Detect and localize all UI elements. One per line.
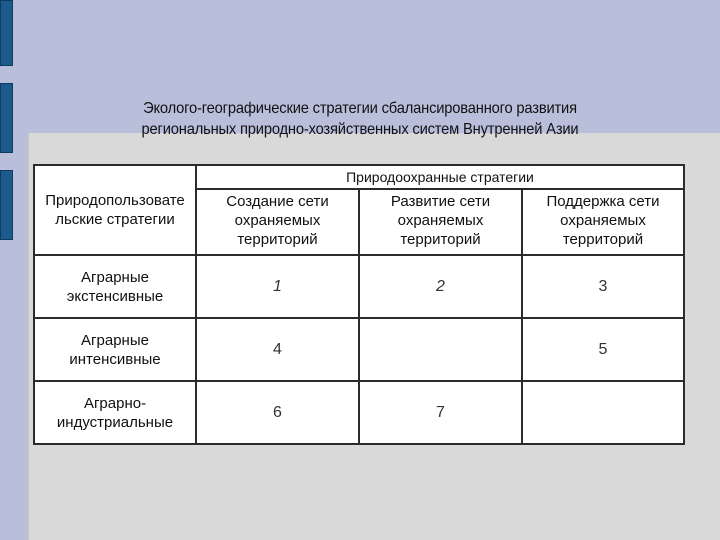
side-tab-2 bbox=[0, 83, 13, 153]
row-label-agro-industrial: Аграрно-индустриальные bbox=[34, 381, 196, 444]
table-cell: 4 bbox=[196, 318, 359, 381]
column-header-create: Создание сети охраняемых территорий bbox=[196, 189, 359, 255]
strategy-table bbox=[33, 164, 685, 445]
table-cell: 2 bbox=[359, 255, 522, 318]
row-label-extensive: Аграрные экстенсивные bbox=[34, 255, 196, 318]
side-tab-3 bbox=[0, 170, 13, 240]
table-cell: 1 bbox=[196, 255, 359, 318]
table-cell: 6 bbox=[196, 381, 359, 444]
side-tab-1 bbox=[0, 0, 13, 66]
column-header-develop: Развитие сети охраняемых территорий bbox=[359, 189, 522, 255]
row-label-intensive: Аграрные интенсивные bbox=[34, 318, 196, 381]
slide-title bbox=[84, 98, 636, 140]
column-header-support: Поддержка сети охраняемых территорий bbox=[522, 189, 684, 255]
slide-title-line-1: Эколого-географические стратегии сбалансированного развития bbox=[143, 100, 577, 117]
table-cell: 5 bbox=[522, 318, 684, 381]
table-cell bbox=[359, 318, 522, 381]
table-row bbox=[34, 255, 684, 318]
table-header-row-1 bbox=[34, 165, 684, 189]
slide-title-line-2: региональных природно-хозяйственных систем Внутренней Азии bbox=[141, 121, 579, 138]
table-row bbox=[34, 381, 684, 444]
column-group-title: Природоохранные стратегии bbox=[196, 165, 684, 189]
table-row bbox=[34, 318, 684, 381]
table-cell: 7 bbox=[359, 381, 522, 444]
row-header-title: Природопользовате льские стратегии bbox=[34, 165, 196, 255]
table-cell bbox=[522, 381, 684, 444]
table-cell: 3 bbox=[522, 255, 684, 318]
